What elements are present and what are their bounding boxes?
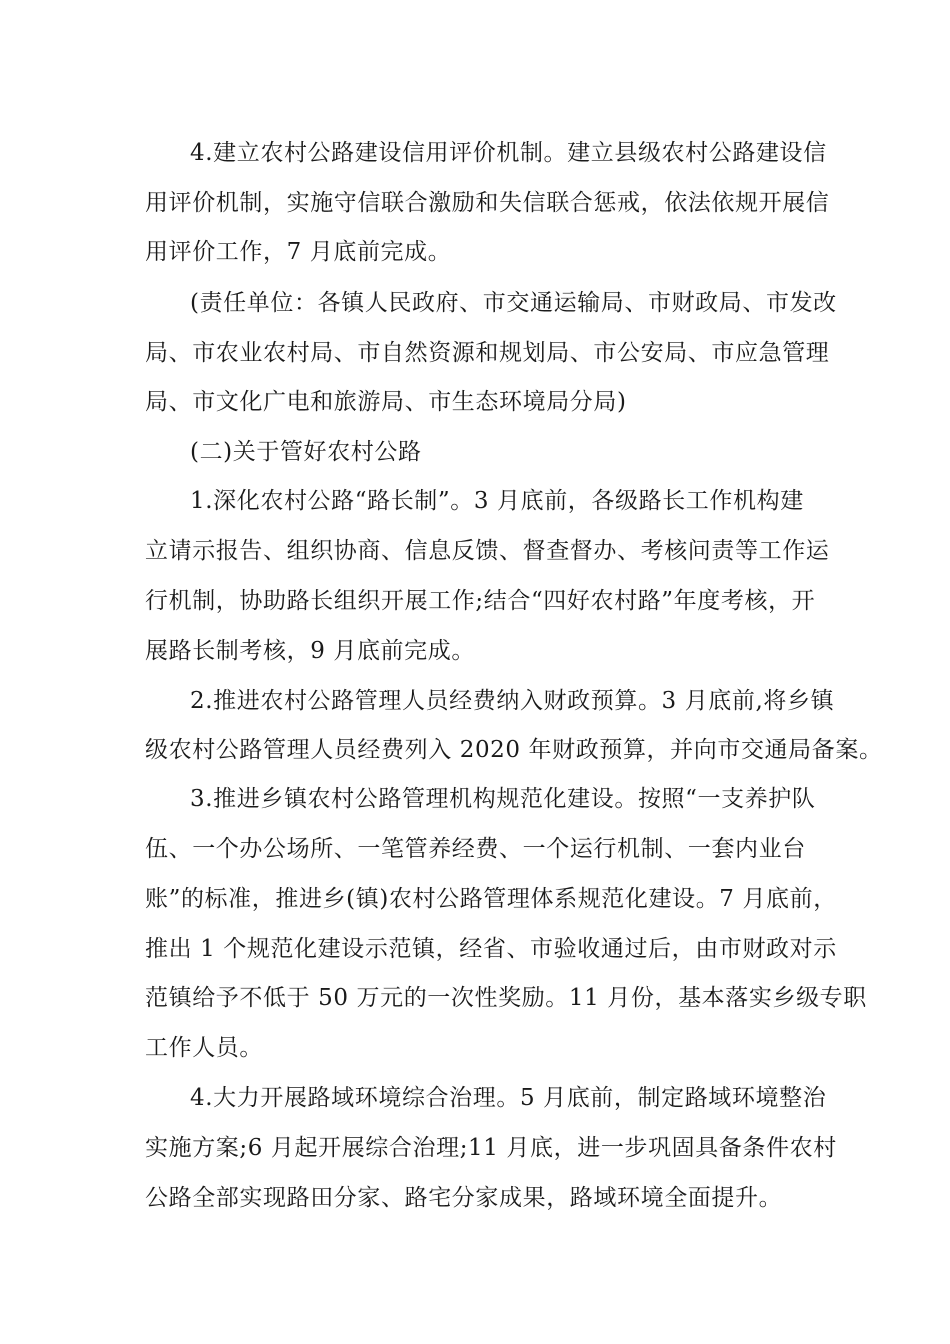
text-line: 账”的标准，推进乡(镇)农村公路管理体系规范化建设。7 月底前， — [145, 886, 837, 912]
text-line: 工作人员。 — [145, 1035, 263, 1061]
text-line: 立请示报告、组织协商、信息反馈、督查督办、考核问责等工作运 — [145, 538, 830, 564]
text-line: 用评价工作，7 月底前完成。 — [145, 239, 452, 265]
text-line: 3.推进乡镇农村公路管理机构规范化建设。按照“一支养护队 — [190, 786, 816, 812]
text-line: 2.推进农村公路管理人员经费纳入财政预算。3 月底前,将乡镇 — [190, 688, 835, 714]
text-line: 伍、一个办公场所、一笔管养经费、一个运行机制、一套内业台 — [145, 836, 806, 862]
text-line: 推出 1 个规范化建设示范镇，经省、市验收通过后，由市财政对示 — [145, 936, 837, 962]
text-line: 用评价机制，实施守信联合激励和失信联合惩戒，依法依规开展信 — [145, 190, 830, 216]
text-line: 局、市文化广电和旅游局、市生态环境局分局) — [145, 389, 627, 415]
text-line: 范镇给予不低于 50 万元的一次性奖励。11 月份，基本落实乡级专职 — [145, 985, 867, 1011]
text-line: 局、市农业农村局、市自然资源和规划局、市公安局、市应急管理 — [145, 340, 830, 366]
text-line: 展路长制考核，9 月底前完成。 — [145, 638, 475, 664]
text-line: 公路全部实现路田分家、路宅分家成果，路域环境全面提升。 — [145, 1185, 783, 1211]
section-heading-text: (二)关于管好农村公路 — [190, 439, 422, 465]
text-line: 1.深化农村公路“路长制”。3 月底前，各级路长工作机构建 — [190, 488, 804, 514]
text-line: 实施方案;6 月起开展综合治理;11 月底，进一步巩固具备条件农村 — [145, 1135, 837, 1161]
text-line: 4.建立农村公路建设信用评价机制。建立县级农村公路建设信 — [190, 140, 827, 166]
text-line: (责任单位：各镇人民政府、市交通运输局、市财政局、市发改 — [190, 290, 837, 316]
text-line: 行机制，协助路长组织开展工作;结合“四好农村路”年度考核，开 — [145, 588, 816, 614]
text-line: 级农村公路管理人员经费列入 2020 年财政预算，并向市交通局备案。 — [145, 737, 883, 763]
text-line: 4.大力开展路域环境综合治理。5 月底前，制定路域环境整治 — [190, 1085, 827, 1111]
